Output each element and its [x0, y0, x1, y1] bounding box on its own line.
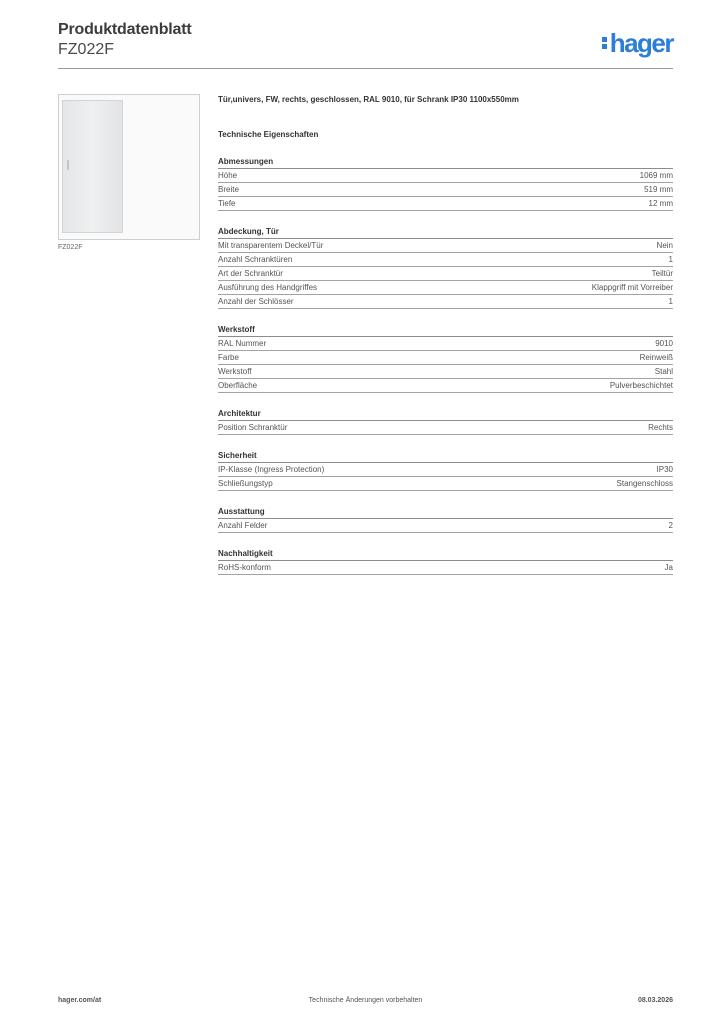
spec-sections [218, 157, 673, 575]
spec-value: IP30 [656, 465, 673, 474]
door-handle-icon [67, 160, 69, 170]
spec-row [218, 267, 673, 281]
spec-row [218, 421, 673, 435]
spec-label: Schließungstyp [218, 479, 273, 488]
cabinet-door-icon [62, 100, 123, 233]
spec-section [218, 549, 673, 575]
footer-note: Technische Änderungen vorbehalten [308, 997, 423, 1004]
spec-row [218, 281, 673, 295]
spec-row [218, 197, 673, 211]
spec-label: Art der Schranktür [218, 269, 283, 278]
footer-website-link[interactable]: hager.com/at [58, 997, 102, 1004]
spec-value: Nein [656, 241, 673, 250]
spec-value: Teiltür [651, 269, 673, 278]
spec-label: Anzahl Schranktüren [218, 255, 293, 264]
spec-section [218, 409, 673, 435]
spec-value: Stangenschloss [616, 479, 673, 488]
spec-value: Klappgriff mit Vorreiber [591, 283, 673, 292]
spec-label: Ausführung des Handgriffes [218, 283, 318, 292]
page-header [58, 20, 673, 70]
spec-value: 1 [668, 255, 673, 264]
spec-row [218, 253, 673, 267]
spec-value: Pulverbeschichtet [609, 381, 673, 390]
footer-date: 08.03.2026 [637, 997, 673, 1004]
spec-value: Rechts [648, 423, 673, 432]
page-footer [58, 996, 673, 1006]
spec-section [218, 325, 673, 393]
tech-heading: Technische Eigenschaften [218, 130, 319, 139]
product-specs [218, 94, 673, 575]
spec-label: Anzahl Felder [218, 521, 268, 530]
spec-row [218, 295, 673, 309]
section-title: Architektur [218, 409, 673, 421]
spec-value: 9010 [655, 339, 673, 348]
spec-section [218, 227, 673, 309]
section-title: Abdeckung, Tür [218, 227, 673, 239]
spec-section [218, 507, 673, 533]
spec-value: 519 mm [644, 185, 673, 194]
spec-section [218, 157, 673, 211]
spec-row [218, 519, 673, 533]
section-title: Sicherheit [218, 451, 673, 463]
spec-label: RAL Nummer [218, 339, 267, 348]
spec-label: Oberfläche [218, 381, 258, 390]
section-title: Werkstoff [218, 325, 673, 337]
spec-row [218, 379, 673, 393]
spec-row [218, 337, 673, 351]
product-code: FZ022F [58, 41, 115, 58]
logo-text: hager [609, 28, 673, 58]
section-title: Nachhaltigkeit [218, 549, 673, 561]
spec-row [218, 561, 673, 575]
logo-dots-icon [602, 35, 608, 51]
spec-row [218, 183, 673, 197]
spec-value: 2 [668, 521, 673, 530]
spec-row [218, 463, 673, 477]
spec-row [218, 351, 673, 365]
spec-label: Tiefe [218, 199, 236, 208]
section-title: Abmessungen [218, 157, 673, 169]
header-divider [58, 68, 673, 69]
product-image [58, 94, 200, 240]
spec-value: Stahl [654, 367, 673, 376]
spec-label: Position Schranktür [218, 423, 288, 432]
spec-row [218, 169, 673, 183]
spec-label: Breite [218, 185, 239, 194]
spec-value: Ja [664, 563, 673, 572]
spec-value: Reinweiß [639, 353, 673, 362]
hager-logo[interactable] [602, 28, 673, 58]
product-description: Tür,univers, FW, rechts, geschlossen, RAL 9010, für Schrank IP30 1100x550mm [218, 95, 519, 104]
spec-label: IP-Klasse (Ingress Protection) [218, 465, 325, 474]
spec-label: Höhe [218, 171, 238, 180]
spec-value: 1069 mm [639, 171, 673, 180]
spec-label: RoHS-konform [218, 563, 271, 572]
spec-row [218, 365, 673, 379]
spec-label: Farbe [218, 353, 239, 362]
spec-value: 12 mm [648, 199, 673, 208]
spec-label: Anzahl der Schlösser [218, 297, 294, 306]
spec-label: Mit transparentem Deckel/Tür [218, 241, 324, 250]
section-title: Ausstattung [218, 507, 673, 519]
spec-label: Werkstoff [218, 367, 252, 376]
image-caption: FZ022F [58, 244, 83, 251]
spec-value: 1 [668, 297, 673, 306]
spec-row [218, 477, 673, 491]
spec-section [218, 451, 673, 491]
page-title: Produktdatenblatt [58, 21, 192, 38]
spec-row [218, 239, 673, 253]
